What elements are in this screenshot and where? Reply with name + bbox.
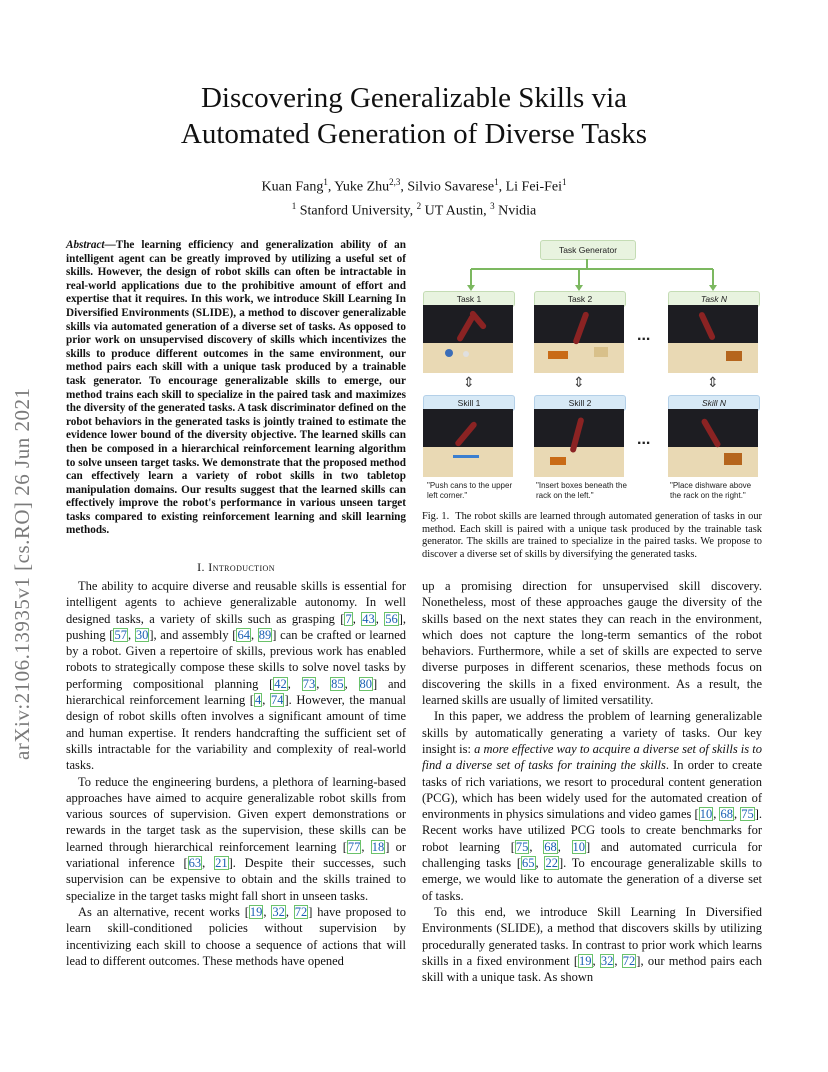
div xyxy=(724,453,742,465)
intro-paragraph-3: As an alternative, recent works [19, 32, 72] have proposed to learn skill-conditioned policies without supervision by incentivizing each skill to choose a sequence of actions that will lead to different outcomes. These methods have opened xyxy=(66,904,406,968)
affil-mark: 1 xyxy=(291,200,297,211)
citation-link[interactable]: 72 xyxy=(294,904,308,919)
skill-1-label: Skill 1 xyxy=(423,395,515,411)
affiliation: Stanford University, xyxy=(296,203,417,219)
key-insight: a more effective way to acquire a diverse set of skills is to find a diverse set of tasks for training the skills xyxy=(422,741,762,773)
task-2-scene xyxy=(534,305,624,373)
intro-paragraph-1: The ability to acquire diverse and reusable skills is essential for intelligent agents to achieve generalizable autonomy. In well designed tasks, a variety of skills such as grasping [7, 43, 56], pushing [57, 30], and assembly [64, 89] can be crafted or learned by a robot. Given a repertoire of skills, previous work has enabled robots to strategically compose these skills to solve novel tasks by performing compositional planning [42, 73, 85, 80] and hierarchical reinforcement learning [4, 74]. However, the manual design of robot skills often involves a significant amount of time and human expertise. It renders handcrafting the sufficient set of skills intractable for the variability and complexity of real-world tasks. xyxy=(66,579,407,773)
citation-link[interactable]: 85 xyxy=(331,676,344,691)
ellipsis: ... xyxy=(637,431,651,448)
text: In this paper, we address the problem of learning generalizable skills by automatically generating a variety of tasks. Our key insight is: xyxy=(422,709,762,756)
citation-link[interactable]: 42 xyxy=(274,676,287,691)
text: ] and hierarchical reinforcement learning [ xyxy=(66,676,407,708)
author-name: , Li Fei-Fei xyxy=(498,179,562,195)
task-n-label: Task N xyxy=(668,291,760,307)
citation-link[interactable]: 19 xyxy=(249,904,263,919)
citation-link[interactable]: 19 xyxy=(579,953,592,968)
task-1-label: Task 1 xyxy=(423,291,515,307)
text: To this end, we introduce Skill Learning In Diversified Environments (SLIDE), a method that discovers skills by utilizing procedurally generated tasks. In contrast to prior work which learns skills in a fixed environment [ xyxy=(422,904,762,968)
skill-n-description: "Place dishware above the rack on the right." xyxy=(670,481,752,500)
affiliation: UT Austin, xyxy=(421,203,491,219)
text: ] can be crafted or learned by a robot. Given a repertoire of skills, previous work has enabled robots to strategically compose these skills to solve novel tasks by performing compositional planning [ xyxy=(66,627,407,691)
skill-1-description: "Push cans to the upper left corner." xyxy=(427,481,513,500)
bidirectional-arrow-icon: ⇕ xyxy=(463,375,475,391)
arxiv-identifier: arXiv:2106.13935v1 [cs.RO] 26 Jun 2021 xyxy=(10,387,34,760)
div xyxy=(445,349,453,357)
div xyxy=(698,311,716,341)
text: To reduce the engineering burdens, a plethora of learning-based approaches have aimed to acquire generalizable robot skills from various sources of supervision. Given expert demonstrations or rewards in the target task as the supervision, these skills can be learned through hierarchical reinforcement learning [ xyxy=(66,774,406,854)
citation-link[interactable]: 68 xyxy=(544,839,557,854)
text: ]. Recent works have utilized PCG tools to create benchmarks for robot learning [ xyxy=(422,807,762,854)
skill-1-scene xyxy=(423,409,513,477)
skill-2-scene xyxy=(534,409,624,477)
div xyxy=(572,311,589,345)
citation-link[interactable]: 72 xyxy=(622,953,636,968)
task-n-scene xyxy=(668,305,758,373)
citation-link[interactable]: 74 xyxy=(270,693,284,708)
text: ] have proposed to learn skill-conditioned policies without supervision by incentivizing each skill to choose a sequence of actions that will lead to different outcomes. These methods have opened xyxy=(66,904,406,968)
skill-2-description: "Insert boxes beneath the rack on the left." xyxy=(536,481,627,500)
div xyxy=(594,347,608,357)
caption-label: Fig. 1. xyxy=(422,511,450,522)
right-paragraph-1: up a promising direction for unsupervised skill discovery. Nonetheless, most of these approaches gauge the diversity of the skills based on the next states they can reach in the environment, which does not capture the long-term semantics of the robot behaviors. Furthermore, while a set of skills are expected to serve diverse purposes in different scenarios, these methods focus on discovering the skills in a fixed environment. As a result, the learned skills are usually of limited versatility. xyxy=(422,579,762,708)
citation-link[interactable]: 73 xyxy=(302,676,316,691)
div xyxy=(668,343,758,373)
div xyxy=(548,351,568,359)
generator-connectors xyxy=(423,235,765,295)
div xyxy=(668,447,758,477)
citation-link[interactable]: 57 xyxy=(114,627,127,642)
citation-link[interactable]: 32 xyxy=(272,904,285,919)
skill-n-scene xyxy=(668,409,758,477)
right-paragraph-3: To this end, we introduce Skill Learning In Diversified Environments (SLIDE), a method that discovers skills by utilizing procedurally generated tasks. In contrast to prior work which learns skills in a fixed environment [19, 32, 72], our method pairs each skill with a unique task. As shown xyxy=(422,904,762,985)
citation-link[interactable]: 43 xyxy=(362,611,375,626)
author-affil-mark: 1 xyxy=(323,177,328,187)
paper-title xyxy=(0,80,828,152)
right-paragraph-2: In this paper, we address the problem of learning generalizable skills by automatically generating a variety of tasks. Our key insight is: a more effective way to acquire a diverse set of skills is to find a diverse set of tasks for training the skills. In order to create tasks of rich variations, we resort to procedural content generation (PCG), which has been widely used for the automated creation of environments in physics simulations and video games [10, 68, 75]. Recent works have utilized PCG tools to create benchmarks for robot learning [75, 68, 10] and automated curricula for challenging tasks [65, 22]. To encourage generalizable skills to emerge, we would like to automate the generation of a diverse set of tasks. xyxy=(422,709,762,903)
intro-paragraph-2: To reduce the engineering burdens, a plethora of learning-based approaches have aimed to acquire generalizable robot skills from various sources of supervision. Given expert demonstrations or rewards in the target task as the supervision, these skills can be learned through hierarchical reinforcement learning [77, 18] or variational inference [63, 21]. Despite their successes, such supervision can be expensive to obtain and the skills trained to specialize in the target tasks might fall short in unseen tasks. xyxy=(66,774,406,903)
citation-link[interactable]: 65 xyxy=(522,856,535,871)
task-generator-box: Task Generator xyxy=(540,240,636,260)
text: ]. Despite their successes, such supervision can be expensive to obtain and the skills trained to specialize in the target tasks might fall short in unseen tasks. xyxy=(66,856,406,903)
abstract-label: Abstract xyxy=(66,239,105,251)
citation-link[interactable]: 75 xyxy=(741,807,754,822)
citation-link[interactable]: 77 xyxy=(347,839,361,854)
citation-link[interactable]: 30 xyxy=(135,627,149,642)
skill-2-label: Skill 2 xyxy=(534,395,626,411)
div xyxy=(700,418,721,449)
abstract xyxy=(66,239,406,538)
author-block xyxy=(0,173,828,220)
author-name: Kuan Fang xyxy=(261,179,324,195)
div xyxy=(454,421,478,448)
citation-link[interactable]: 7 xyxy=(345,611,352,626)
text: ], and assembly [ xyxy=(149,627,237,642)
author-affil-mark: 1 xyxy=(562,177,567,187)
figure-1 xyxy=(423,235,765,505)
bidirectional-arrow-icon: ⇕ xyxy=(707,375,719,391)
citation-link[interactable]: 56 xyxy=(385,611,398,626)
citation-link[interactable]: 10 xyxy=(699,807,713,822)
div xyxy=(550,457,566,465)
text: . In order to create tasks of rich variations, we resort to procedural content generation (PCG), which has been widely used for the automated creation of environments in physics simulations and video games [ xyxy=(422,758,762,822)
citation-link[interactable]: 10 xyxy=(572,839,585,854)
text: ], pushing [ xyxy=(66,611,407,642)
citation-link[interactable]: 18 xyxy=(371,839,385,854)
caption-text: The robot skills are learned through automated generation of tasks in our method. Each skill is paired with a unique task produced by the trainable task generator. The skills are trained to specialize in the paired tasks. We propose to discover a diverse set of skills by diversifying the generated tasks. xyxy=(422,511,762,561)
div xyxy=(463,351,469,357)
citation-link[interactable]: 21 xyxy=(215,856,228,871)
citation-link[interactable]: 64 xyxy=(237,627,250,642)
text: ] or variational inference [ xyxy=(66,839,406,871)
affil-mark: 3 xyxy=(490,200,495,211)
citation-link[interactable]: 22 xyxy=(545,856,558,871)
task-1-scene xyxy=(423,305,513,373)
author-name: , Silvio Savarese xyxy=(400,179,495,195)
author-affil-mark: 2,3 xyxy=(389,177,401,187)
affil-mark: 2 xyxy=(416,200,422,211)
text: ]. To encourage generalizable skills to emerge, we would like to automate the generation of a diverse set of tasks. xyxy=(422,856,762,903)
intro-left-column xyxy=(66,578,406,969)
intro-right-column xyxy=(422,578,762,985)
text: The ability to acquire diverse and reusable skills is essential for intelligent agents to achieve generalizable autonomy. In well designed tasks, a variety of skills such as grasping [ xyxy=(66,579,406,626)
text: ] and automated curricula for challenging tasks [ xyxy=(422,839,762,871)
task-2-label: Task 2 xyxy=(534,291,626,307)
div xyxy=(453,455,479,458)
section-heading: I. Introduction xyxy=(197,560,275,574)
author-name: , Yuke Zhu xyxy=(327,179,390,195)
author-affil-mark: 1 xyxy=(494,177,499,187)
skill-n-label: Skill N xyxy=(668,395,760,411)
citation-link[interactable]: 75 xyxy=(515,839,529,854)
text: As an alternative, recent works [ xyxy=(78,904,249,919)
div xyxy=(423,447,513,477)
citation-link[interactable]: 68 xyxy=(720,807,733,822)
bidirectional-arrow-icon: ⇕ xyxy=(573,375,585,391)
div xyxy=(726,351,742,361)
citation-link[interactable]: 63 xyxy=(188,856,202,871)
text: ]. However, the manual design of robot skills often involves a significant amount of time and human expertise. It renders handcrafting the sufficient set of skills intractable for the variability and complexity of real-world tasks. xyxy=(66,693,406,773)
title-line-2: Automated Generation of Diverse Tasks xyxy=(180,118,648,150)
text: ], our method pairs each skill with a unique task. As shown xyxy=(422,953,762,985)
abstract-text: —The learning efficiency and generalization ability of an intelligent agent can be greatly improved by utilizing a useful set of skills. However, the design of robot skills can often be intractable in real-world applications due to the prohibitive amount of effort and expertise that it requires. In this work, we introduce Skill Learning In Diversified Environments (SLIDE), a method to discover generalizable skills via automated generation of a diverse set of tasks. As opposed to prior work on unsupervised discovery of skills which incentivizes the skills to produce different outcomes in the same environment, our method pairs each skill with a unique task produced by a trainable task generator. To encourage generalizable skills to emerge, our method trains each skill to specialize in the paired task and maximizes the diversity of the generated tasks. A task discriminator defined on the robot behaviors in the generated tasks is jointly trained to estimate the evidence lower bound of the diversity objective. The learned skills can then be composed in a hierarchical reinforcement learning algorithm to solve unseen target tasks. We demonstrate that the proposed method can effectively learn a variety of robot skills in two tabletop manipulation domains. Our results suggest that the learned skills can effectively improve the robot's performance in various unseen target tasks compared to existing reinforcement learning and skill learning methods. xyxy=(66,239,406,537)
div xyxy=(423,343,513,373)
div xyxy=(534,447,624,477)
citation-link[interactable]: 89 xyxy=(258,627,272,642)
affiliation: Nvidia xyxy=(494,203,537,219)
affiliations xyxy=(0,197,828,221)
citation-link[interactable]: 4 xyxy=(254,693,262,708)
ellipsis: ... xyxy=(637,327,651,344)
citation-link[interactable]: 80 xyxy=(359,676,373,691)
citation-link[interactable]: 32 xyxy=(600,953,614,968)
title-line-1: Discovering Generalizable Skills via xyxy=(200,82,627,114)
author-names xyxy=(0,173,828,197)
figure-caption xyxy=(422,511,762,562)
